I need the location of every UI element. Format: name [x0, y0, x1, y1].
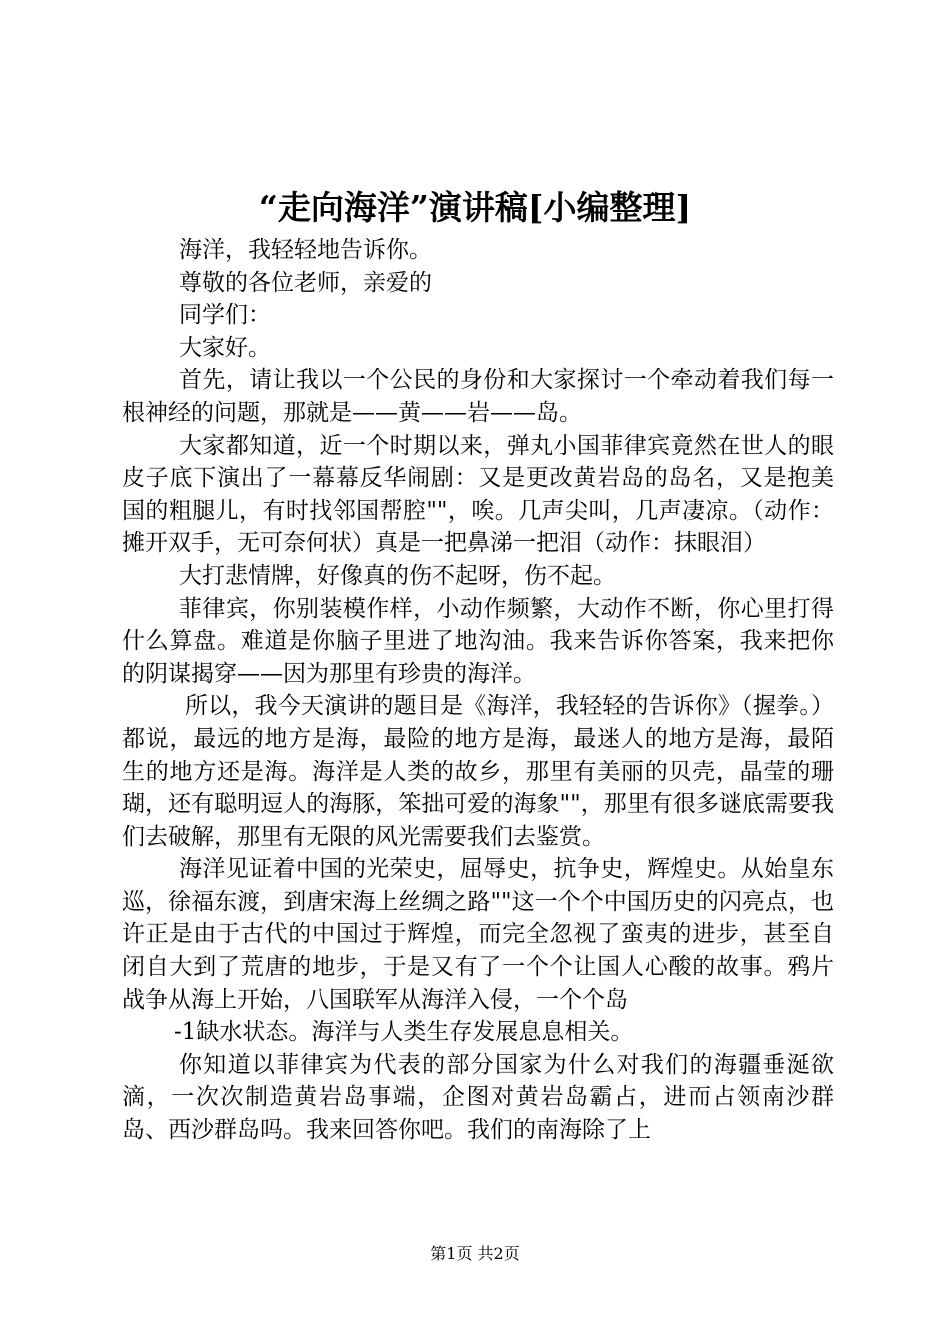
document-body [122, 234, 834, 1147]
paragraph: 大家都知道，近一个时期以来，弹丸小国菲律宾竟然在世人的眼皮子底下演出了一幕幕反华闹剧：又是更改黄岩岛的岛名，又是抱美国的粗腿儿，有时找邻国帮腔""，唉。几声尖叫，几声凄凉。（动作：摊开双手，无可奈何状）真是一把鼻涕一把泪（动作：抹眼泪） [122, 432, 834, 557]
paragraph: 所以，我今天演讲的题目是《海洋，我轻轻的告诉你》（握拳。）都说，最远的地方是海，最险的地方是海，最迷人的地方是海，最陌生的地方还是海。海洋是人类的故乡，那里有美丽的贝壳，晶莹的珊瑚，还有聪明逗人的海豚，笨拙可爱的海象""，那里有很多谜底需要我们去破解，那里有无限的风光需要我们去鉴赏。 [122, 693, 834, 850]
paragraph: 首先，请让我以一个公民的身份和大家探讨一个牵动着我们每一根神经的问题，那就是——黄——岩——岛。 [122, 367, 834, 426]
paragraph: 菲律宾，你别装模作样，小动作频繁，大动作不断，你心里打得什么算盘。难道是你脑子里进了地沟油。我来告诉你答案，我来把你的阴谋揭穿——因为那里有珍贵的海洋。 [122, 595, 834, 687]
paragraph: 大打悲情牌，好像真的伤不起呀，伤不起。 [179, 562, 616, 589]
page-number-footer: 第1页 共2页 [430, 1244, 520, 1263]
paragraph: 尊敬的各位老师，亲爱的 [179, 269, 432, 296]
paragraph: 海洋，我轻轻地告诉你。 [179, 237, 432, 263]
paragraph: 同学们： [179, 302, 271, 329]
document-title: “走向海洋”演讲稿[小编整理] [258, 188, 692, 227]
paragraph: -1缺水状态。海洋与人类生存发展息息相关。 [174, 1019, 634, 1046]
paragraph: 大家好。 [179, 334, 271, 361]
paragraph: 你知道以菲律宾为代表的部分国家为什么对我们的海疆垂涎欲滴，一次次制造黄岩岛事端，企图对黄岩岛霸占，进而占领南沙群岛、西沙群岛吗。我来回答你吧。我们的南海除了上 [122, 1051, 834, 1144]
paragraph: 海洋见证着中国的光荣史，屈辱史，抗争史，辉煌史。从始皇东巡，徐福东渡，到唐宋海上丝绸之路""这一个个中国历史的闪亮点，也许正是由于古代的中国过于辉煌，而完全忽视了蛮夷的进步，甚至自闭自大到了荒唐的地步，于是又有了一个个让国人心酸的故事。鸦片战争从海上开始，八国联军从海洋入侵，一个个岛 [122, 856, 834, 1013]
